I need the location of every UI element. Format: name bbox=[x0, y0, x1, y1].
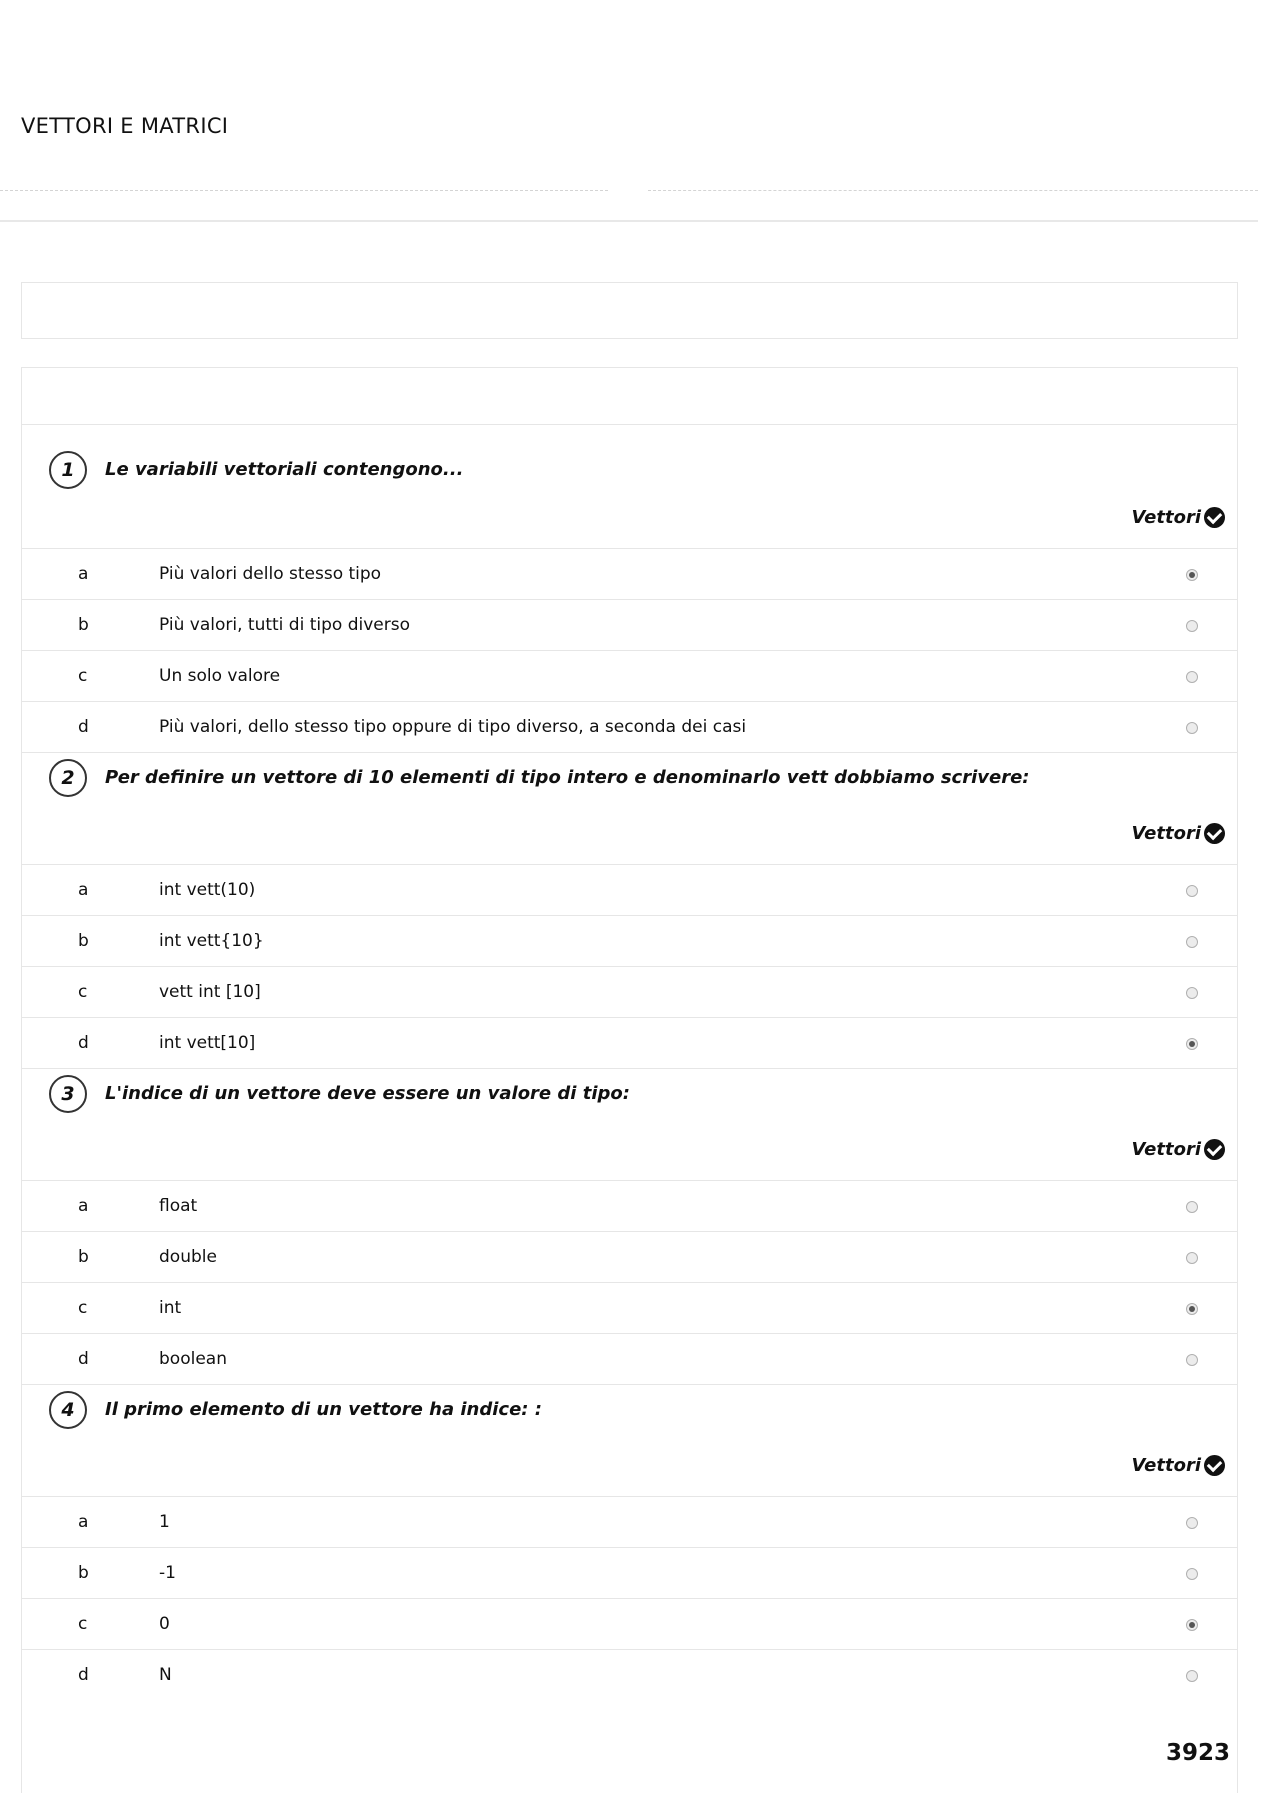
empty-panel bbox=[21, 282, 1238, 339]
option-letter: c bbox=[78, 1298, 88, 1318]
option-text: boolean bbox=[159, 1349, 227, 1369]
option-letter: b bbox=[78, 1563, 89, 1583]
question-4 bbox=[22, 1385, 1237, 1701]
question-number: 3 bbox=[49, 1075, 87, 1113]
option-text: 1 bbox=[159, 1512, 170, 1532]
answer-option-b[interactable] bbox=[22, 600, 1237, 651]
footer-number: 3923 bbox=[1165, 1740, 1230, 1766]
question-category-row bbox=[22, 1439, 1237, 1497]
option-text: int bbox=[159, 1298, 182, 1318]
option-text: Più valori, tutti di tipo diverso bbox=[159, 615, 410, 635]
question-3 bbox=[22, 1069, 1237, 1385]
option-letter: c bbox=[78, 666, 88, 686]
question-number: 4 bbox=[49, 1391, 87, 1429]
option-text: Più valori dello stesso tipo bbox=[159, 564, 382, 584]
option-radio[interactable] bbox=[1186, 1517, 1198, 1529]
option-letter: a bbox=[78, 1196, 89, 1216]
option-text: double bbox=[159, 1247, 217, 1267]
answer-option-b[interactable] bbox=[22, 1232, 1237, 1283]
quiz-panel bbox=[21, 367, 1238, 1793]
option-letter: c bbox=[78, 982, 88, 1002]
answer-option-c[interactable] bbox=[22, 1599, 1237, 1650]
question-number: 1 bbox=[49, 451, 87, 489]
option-radio[interactable] bbox=[1186, 1354, 1198, 1366]
question-text: Il primo elemento di un vettore ha indice: : bbox=[105, 1399, 542, 1420]
category-label: Vettori bbox=[1131, 1455, 1201, 1476]
question-category-row bbox=[22, 491, 1237, 549]
option-radio[interactable] bbox=[1186, 620, 1198, 632]
answer-option-c[interactable] bbox=[22, 1283, 1237, 1334]
option-radio[interactable] bbox=[1186, 1303, 1198, 1315]
option-radio[interactable] bbox=[1186, 1252, 1198, 1264]
answer-option-d[interactable] bbox=[22, 1650, 1237, 1701]
option-radio[interactable] bbox=[1186, 936, 1198, 948]
option-text: int vett[10] bbox=[159, 1033, 256, 1053]
option-text: Più valori, dello stesso tipo oppure di tipo diverso, a seconda dei casi bbox=[159, 717, 747, 737]
question-category bbox=[1132, 823, 1225, 844]
question-category bbox=[1132, 1455, 1225, 1476]
check-circle-icon bbox=[1204, 1139, 1225, 1160]
quiz-panel-header bbox=[22, 368, 1237, 425]
option-radio[interactable] bbox=[1186, 1619, 1198, 1631]
answer-option-a[interactable] bbox=[22, 1181, 1237, 1232]
option-text: int vett(10) bbox=[159, 880, 256, 900]
option-text: N bbox=[159, 1665, 172, 1685]
option-letter: d bbox=[78, 1033, 89, 1053]
question-header bbox=[22, 1385, 1237, 1439]
question-category bbox=[1132, 1139, 1225, 1160]
question-category-row bbox=[22, 807, 1237, 865]
answer-option-a[interactable] bbox=[22, 865, 1237, 916]
option-text: 0 bbox=[159, 1614, 170, 1634]
option-letter: b bbox=[78, 615, 89, 635]
option-radio[interactable] bbox=[1186, 671, 1198, 683]
option-text: vett int [10] bbox=[159, 982, 261, 1002]
question-header bbox=[22, 425, 1237, 491]
check-circle-icon bbox=[1204, 507, 1225, 528]
option-radio[interactable] bbox=[1186, 987, 1198, 999]
answer-option-b[interactable] bbox=[22, 1548, 1237, 1599]
option-letter: a bbox=[78, 564, 89, 584]
category-label: Vettori bbox=[1131, 507, 1201, 528]
check-circle-icon bbox=[1204, 1455, 1225, 1476]
option-text: int vett{10} bbox=[159, 931, 264, 951]
answer-option-c[interactable] bbox=[22, 651, 1237, 702]
answer-option-d[interactable] bbox=[22, 1334, 1237, 1385]
question-header bbox=[22, 1069, 1237, 1123]
option-letter: d bbox=[78, 1349, 89, 1369]
question-category bbox=[1132, 507, 1225, 528]
answer-option-a[interactable] bbox=[22, 549, 1237, 600]
page-title: VETTORI E MATRICI bbox=[21, 114, 229, 138]
answer-option-d[interactable] bbox=[22, 702, 1237, 753]
question-category-row bbox=[22, 1123, 1237, 1181]
header-divider bbox=[0, 220, 1258, 222]
option-radio[interactable] bbox=[1186, 1201, 1198, 1213]
category-label: Vettori bbox=[1131, 823, 1201, 844]
dashed-divider-left bbox=[0, 190, 608, 191]
question-text: L'indice di un vettore deve essere un valore di tipo: bbox=[105, 1083, 630, 1104]
question-2 bbox=[22, 753, 1237, 1069]
option-letter: a bbox=[78, 1512, 89, 1532]
dashed-divider-right bbox=[648, 190, 1258, 191]
answer-option-c[interactable] bbox=[22, 967, 1237, 1018]
question-text: Per definire un vettore di 10 elementi di tipo intero e denominarlo vett dobbiamo scrivere: bbox=[105, 767, 1030, 788]
option-radio[interactable] bbox=[1186, 1568, 1198, 1580]
category-label: Vettori bbox=[1131, 1139, 1201, 1160]
question-1 bbox=[22, 425, 1237, 753]
option-letter: a bbox=[78, 880, 89, 900]
question-number: 2 bbox=[49, 759, 87, 797]
question-text: Le variabili vettoriali contengono... bbox=[105, 459, 464, 480]
option-letter: b bbox=[78, 931, 89, 951]
option-radio[interactable] bbox=[1186, 569, 1198, 581]
option-radio[interactable] bbox=[1186, 1670, 1198, 1682]
option-radio[interactable] bbox=[1186, 885, 1198, 897]
option-text: Un solo valore bbox=[159, 666, 281, 686]
option-letter: d bbox=[78, 717, 89, 737]
option-text: float bbox=[159, 1196, 198, 1216]
option-letter: d bbox=[78, 1665, 89, 1685]
option-radio[interactable] bbox=[1186, 722, 1198, 734]
question-header bbox=[22, 753, 1237, 807]
option-radio[interactable] bbox=[1186, 1038, 1198, 1050]
answer-option-d[interactable] bbox=[22, 1018, 1237, 1069]
check-circle-icon bbox=[1204, 823, 1225, 844]
option-letter: c bbox=[78, 1614, 88, 1634]
option-text: -1 bbox=[159, 1563, 176, 1583]
answer-option-b[interactable] bbox=[22, 916, 1237, 967]
option-letter: b bbox=[78, 1247, 89, 1267]
answer-option-a[interactable] bbox=[22, 1497, 1237, 1548]
